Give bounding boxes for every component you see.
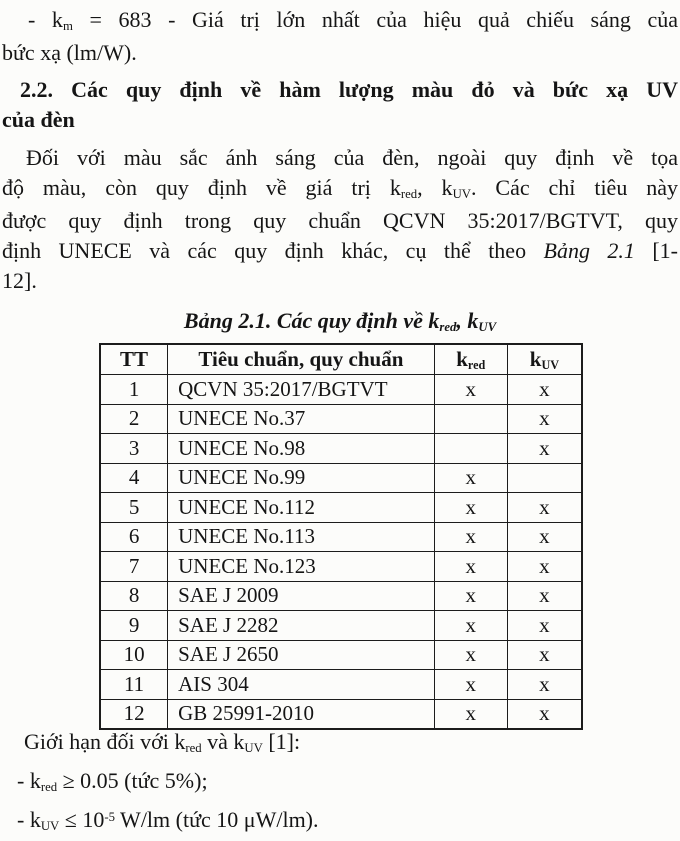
row-kuv-mark: x — [507, 493, 582, 523]
section-heading-line-2: của đèn — [2, 107, 75, 132]
body-line-4: định UNECE và các quy định khác, cụ thể theo Bảng 2.1 [1- — [2, 238, 678, 263]
row-index: 10 — [100, 640, 168, 670]
body-line-5: 12]. — [2, 268, 37, 293]
row-standard: SAE J 2282 — [168, 611, 435, 641]
table-caption: Bảng 2.1. Các quy định về kred, kUV — [183, 308, 497, 334]
table-header-row — [100, 344, 582, 375]
row-index: 6 — [100, 522, 168, 552]
section-heading-line-1: 2.2. Các quy định về hàm lượng màu đỏ và bức xạ UV — [20, 77, 678, 102]
row-kred-mark — [434, 434, 507, 464]
table-row — [100, 375, 582, 405]
body-line-1: Đối với màu sắc ánh sáng của đèn, ngoài quy định về tọa — [26, 145, 678, 170]
standards-table-body — [100, 375, 582, 730]
row-kuv-mark: x — [507, 522, 582, 552]
row-standard: UNECE No.37 — [168, 404, 435, 434]
row-standard: GB 25991-2010 — [168, 699, 435, 729]
col-header-standard: Tiêu chuẩn, quy chuẩn — [168, 344, 435, 375]
table-row — [100, 522, 582, 552]
row-kred-mark — [434, 404, 507, 434]
table-row — [100, 670, 582, 700]
row-kuv-mark: x — [507, 640, 582, 670]
row-kred-mark: x — [434, 522, 507, 552]
row-standard: UNECE No.99 — [168, 463, 435, 493]
row-kred-mark: x — [434, 670, 507, 700]
row-kred-mark: x — [434, 375, 507, 405]
col-header-kred: kred — [434, 344, 507, 375]
intro-line-1: - km = 683 - Giá trị lớn nhất của hiệu quả chiếu sáng của — [28, 7, 679, 33]
table-row — [100, 404, 582, 434]
row-kuv-mark: x — [507, 699, 582, 729]
standards-table — [99, 343, 583, 730]
row-kred-mark: x — [434, 640, 507, 670]
table-row — [100, 493, 582, 523]
row-standard: SAE J 2650 — [168, 640, 435, 670]
limits-line-2: - kred ≥ 0.05 (tức 5%); — [17, 768, 208, 794]
body-line-2: độ màu, còn quy định về giá trị kred, kUV. Các chỉ tiêu này — [2, 175, 679, 201]
row-kuv-mark: x — [507, 581, 582, 611]
row-kuv-mark: x — [507, 670, 582, 700]
intro-line-2: bức xạ (lm/W). — [2, 40, 137, 65]
body-paragraph — [2, 143, 678, 296]
intro-paragraph — [2, 5, 678, 68]
row-index: 3 — [100, 434, 168, 464]
row-kred-mark: x — [434, 493, 507, 523]
row-standard: SAE J 2009 — [168, 581, 435, 611]
row-kuv-mark: x — [507, 375, 582, 405]
row-kred-mark: x — [434, 581, 507, 611]
table-row — [100, 463, 582, 493]
row-standard: UNECE No.112 — [168, 493, 435, 523]
row-standard: QCVN 35:2017/BGTVT — [168, 375, 435, 405]
row-standard: UNECE No.123 — [168, 552, 435, 582]
row-kuv-mark: x — [507, 611, 582, 641]
row-index: 5 — [100, 493, 168, 523]
table-header — [100, 344, 582, 375]
body-line-3: được quy định trong quy chuẩn QCVN 35:2017/BGTVT, quy — [2, 208, 678, 233]
row-standard: AIS 304 — [168, 670, 435, 700]
row-kuv-mark: x — [507, 552, 582, 582]
row-standard: UNECE No.98 — [168, 434, 435, 464]
row-kuv-mark — [507, 463, 582, 493]
table-row — [100, 611, 582, 641]
table-row — [100, 552, 582, 582]
row-kred-mark: x — [434, 699, 507, 729]
section-heading — [2, 75, 678, 135]
row-index: 4 — [100, 463, 168, 493]
row-kred-mark: x — [434, 611, 507, 641]
col-header-kuv: kUV — [507, 344, 582, 375]
limits-line-1: Giới hạn đối với kred và kUV [1]: — [24, 729, 301, 755]
col-header-tt: TT — [100, 344, 168, 375]
row-standard: UNECE No.113 — [168, 522, 435, 552]
row-index: 1 — [100, 375, 168, 405]
row-kred-mark: x — [434, 552, 507, 582]
table-row — [100, 640, 582, 670]
row-kred-mark: x — [434, 463, 507, 493]
row-index: 9 — [100, 611, 168, 641]
row-index: 11 — [100, 670, 168, 700]
row-index: 2 — [100, 404, 168, 434]
row-index: 7 — [100, 552, 168, 582]
row-index: 8 — [100, 581, 168, 611]
table-row — [100, 434, 582, 464]
limits-paragraph — [2, 724, 678, 841]
table-row — [100, 581, 582, 611]
row-kuv-mark: x — [507, 404, 582, 434]
row-index: 12 — [100, 699, 168, 729]
row-kuv-mark: x — [507, 434, 582, 464]
limits-line-3: - kUV ≤ $10^{-5}$ W/lm (tức 10 μW/lm). — [17, 807, 319, 833]
